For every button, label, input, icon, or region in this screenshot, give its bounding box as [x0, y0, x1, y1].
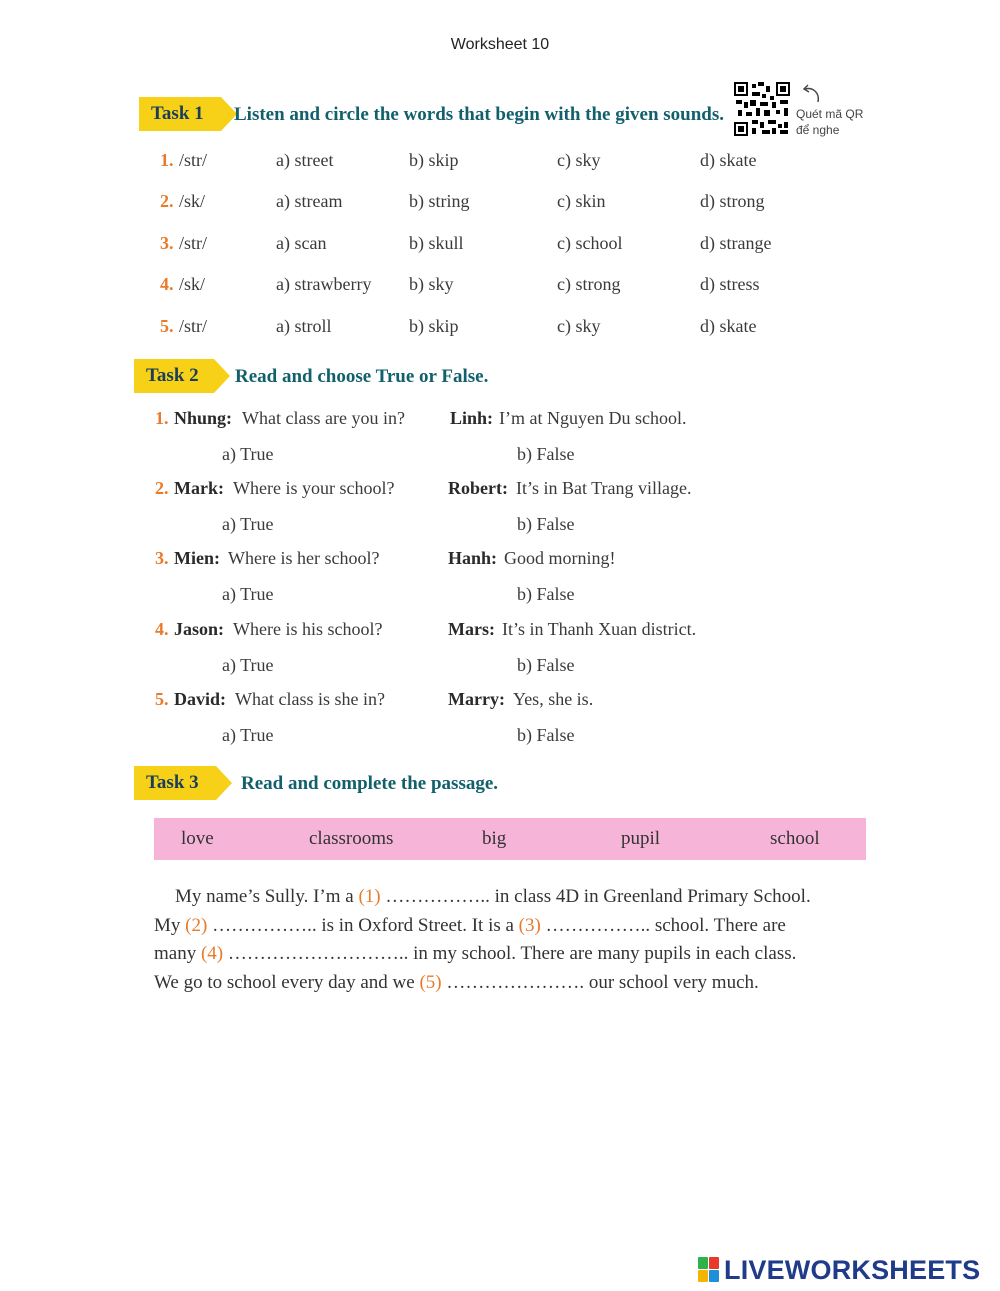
word-bank-item[interactable]: school: [770, 828, 820, 849]
sound: /str/: [179, 316, 208, 336]
passage-line: [154, 969, 874, 998]
option-false[interactable]: b) False: [517, 584, 575, 604]
option-d[interactable]: d) skate: [700, 316, 757, 336]
passage-text: My name’s Sully. I’m a: [175, 886, 359, 907]
question-line: Where is his school?: [233, 619, 383, 639]
item-number: 2.: [155, 478, 169, 498]
option-c[interactable]: c) sky: [557, 316, 601, 336]
row-number: 5.: [160, 316, 174, 336]
brand-name: LIVEWORKSHEETS: [724, 1254, 981, 1285]
task3-instruction: Read and complete the passage.: [241, 773, 499, 794]
speaker-2: Robert:: [448, 478, 508, 498]
option-a[interactable]: a) street: [276, 150, 334, 170]
passage-text: ……………………….. in my school. There are many pupils in each class.: [223, 943, 797, 964]
option-a[interactable]: a) scan: [276, 233, 327, 253]
speaker-1: Nhung:: [174, 408, 233, 428]
blank-3[interactable]: (3): [518, 914, 541, 936]
speaker-2: Linh:: [450, 408, 494, 428]
question-line: What class is she in?: [235, 689, 385, 709]
task2-tag: Task 2: [134, 359, 214, 393]
passage-text: …………….. is in Oxford Street. It is a: [207, 914, 519, 936]
worksheet-title: Worksheet 10: [450, 36, 550, 53]
passage-text: …………….. school. There are: [540, 914, 786, 936]
item-number: 3.: [155, 548, 169, 568]
sound: /sk/: [179, 191, 206, 211]
blank-1[interactable]: (1): [358, 886, 381, 907]
option-a[interactable]: a) stream: [276, 191, 343, 211]
answer-line: Good morning!: [504, 548, 616, 568]
row-number: 1.: [160, 150, 174, 170]
passage: [154, 883, 874, 997]
speaker-1: Jason:: [174, 619, 225, 639]
option-true[interactable]: a) True: [222, 514, 274, 534]
passage-text: many: [154, 943, 201, 964]
qr-caption-line1: Quét mã QR: [796, 107, 864, 121]
answer-line: It’s in Thanh Xuan district.: [502, 619, 697, 639]
option-b[interactable]: b) skip: [409, 150, 459, 170]
option-a[interactable]: a) strawberry: [276, 274, 372, 294]
task3-tag: Task 3: [134, 766, 216, 800]
word-bank-item[interactable]: classrooms: [309, 828, 394, 849]
row-number: 4.: [160, 274, 174, 294]
passage-line: [154, 912, 874, 941]
curved-arrow-icon: [800, 84, 822, 104]
option-c[interactable]: c) skin: [557, 191, 606, 211]
row-number: 2.: [160, 191, 174, 211]
liveworksheets-mark-icon: [698, 1257, 720, 1283]
qr-caption: [796, 106, 863, 138]
option-false[interactable]: b) False: [517, 725, 575, 745]
speaker-2: Hanh:: [448, 548, 498, 568]
speaker-2: Marry:: [448, 689, 505, 709]
qr-caption-line2: để nghe: [796, 123, 840, 137]
option-b[interactable]: b) skull: [409, 233, 464, 253]
speaker-1: David:: [174, 689, 227, 709]
option-true[interactable]: a) True: [222, 655, 274, 675]
answer-line: It’s in Bat Trang village.: [516, 478, 692, 498]
option-true[interactable]: a) True: [222, 584, 274, 604]
passage-text: …………….. in class 4D in Greenland Primary School.: [380, 886, 811, 907]
option-c[interactable]: c) strong: [557, 274, 621, 294]
sound: /sk/: [179, 274, 206, 294]
passage-text: We go to school every day and we: [154, 971, 420, 993]
option-true[interactable]: a) True: [222, 725, 274, 745]
passage-text: My: [154, 914, 186, 936]
task1-instruction: Listen and circle the words that begin with the given sounds.: [234, 104, 725, 125]
speaker-2: Mars:: [448, 619, 495, 639]
blank-5[interactable]: (5): [419, 971, 442, 993]
option-d[interactable]: d) strong: [700, 191, 765, 211]
option-c[interactable]: c) school: [557, 233, 623, 253]
row-number: 3.: [160, 233, 174, 253]
passage-text: …………………. our school very much.: [441, 971, 759, 993]
option-c[interactable]: c) sky: [557, 150, 601, 170]
answer-line: Yes, she is.: [513, 689, 594, 709]
option-b[interactable]: b) sky: [409, 274, 454, 294]
blank-4[interactable]: (4): [200, 943, 224, 964]
option-true[interactable]: a) True: [222, 444, 274, 464]
speaker-1: Mark:: [174, 478, 224, 498]
option-false[interactable]: b) False: [517, 444, 575, 464]
question-line: What class are you in?: [242, 408, 405, 428]
option-d[interactable]: d) strange: [700, 233, 772, 253]
word-bank: [154, 818, 866, 860]
passage-line: [154, 940, 874, 969]
sound: /str/: [179, 233, 208, 253]
task1-tag: Task 1: [139, 97, 221, 131]
option-false[interactable]: b) False: [517, 655, 575, 675]
speaker-1: Mien:: [174, 548, 220, 568]
answer-line: I’m at Nguyen Du school.: [499, 408, 687, 428]
option-false[interactable]: b) False: [517, 514, 575, 534]
option-b[interactable]: b) skip: [409, 316, 459, 336]
option-a[interactable]: a) stroll: [276, 316, 332, 336]
item-number: 1.: [155, 408, 169, 428]
question-line: Where is your school?: [233, 478, 395, 498]
qr-code-icon[interactable]: [734, 82, 790, 136]
item-number: 4.: [155, 619, 169, 639]
option-d[interactable]: d) skate: [700, 150, 757, 170]
task2-instruction: Read and choose True or False.: [235, 366, 489, 387]
passage-line: [154, 883, 874, 912]
sound: /str/: [179, 150, 208, 170]
item-number: 5.: [155, 689, 169, 709]
question-line: Where is her school?: [228, 548, 380, 568]
option-d[interactable]: d) stress: [700, 274, 760, 294]
word-bank-item[interactable]: pupil: [621, 828, 661, 849]
liveworksheets-logo[interactable]: [698, 1254, 980, 1286]
word-bank-item[interactable]: love: [181, 828, 214, 849]
blank-2[interactable]: (2): [185, 914, 208, 936]
option-b[interactable]: b) string: [409, 191, 470, 211]
word-bank-item[interactable]: big: [482, 828, 507, 849]
